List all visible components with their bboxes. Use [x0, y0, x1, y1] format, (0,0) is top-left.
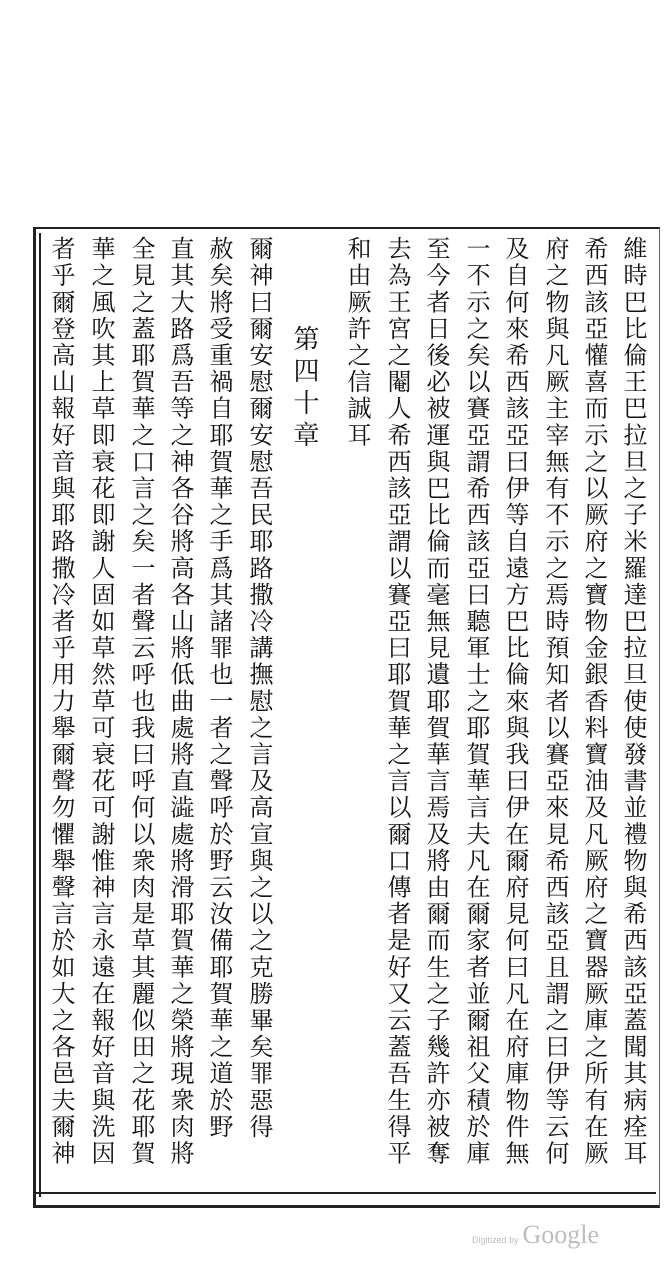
text-column: 赦矣將受重禍自耶賀華之手爲其諸罪也一者之聲呼於野云汝備耶賀華之道於野: [205, 236, 233, 1141]
text-column: 華之風吹其上草即衰花即謝人固如草然草可衰花可謝惟神言永遠在報好音與洗因: [87, 236, 115, 1167]
text-column: 希西該亞懽喜而示之以厥府之寶物金銀香料寶油及凡厥府之寶器厥庫之所有在厥: [580, 236, 608, 1167]
digitized-watermark: [472, 1220, 599, 1250]
text-column: 全見之蓋耶賀華之口言之矣一者聲云呼也我曰呼何以衆肉是草其麗似田之花耶賀: [127, 236, 155, 1167]
text-column: 去為王宮之閹人希西該亞謂以賽亞曰耶賀華之言以爾口傳者是好又云蓋吾生得平: [383, 236, 411, 1167]
watermark-brand: Google: [522, 1220, 600, 1249]
text-column: 一不示之矣以賽亞謂希西該亞曰聽軍士之耶賀華言夫凡在爾家者並爾祖父積於庫: [462, 236, 490, 1167]
inner-border-rule: [39, 233, 41, 1197]
text-column: 和由厥許之信誠耳: [343, 236, 371, 449]
chapter-heading: 第四十章: [289, 325, 319, 453]
text-column: 至今者日後必被運與巴比倫而毫無見遺耶賀華言焉及將由爾而生之子幾許亦被奪: [422, 236, 450, 1167]
text-column: 維時巴比倫王巴拉旦之子米羅達巴拉旦使使發書並禮物與希西該亞蓋聞其病痊耳: [619, 236, 647, 1167]
text-column: 直其大路爲吾等之神各谷將高各山將低曲處將直澁處將滑耶賀華之榮將現衆肉將: [166, 236, 194, 1167]
text-column: 爾神曰爾安慰爾安慰吾民耶路撒冷講撫慰之言及高宣與之以之克勝畢矣罪惡得: [245, 236, 273, 1141]
text-column: 及自何來希西該亞曰伊等自遠方巴比倫來與我曰伊在爾府見何曰凡在府庫物件無: [501, 236, 529, 1167]
text-column: 者乎爾登高山報好音與耶路撒冷者乎用力舉爾聲勿懼舉聲言於如大之各邑夫爾神: [47, 236, 75, 1167]
text-column: 府之物與凡厥主宰無有不示之焉時預知者以賽亞來見希西該亞且謂之曰伊等云何: [541, 236, 569, 1167]
watermark-prefix: Digitized by: [472, 1235, 519, 1245]
